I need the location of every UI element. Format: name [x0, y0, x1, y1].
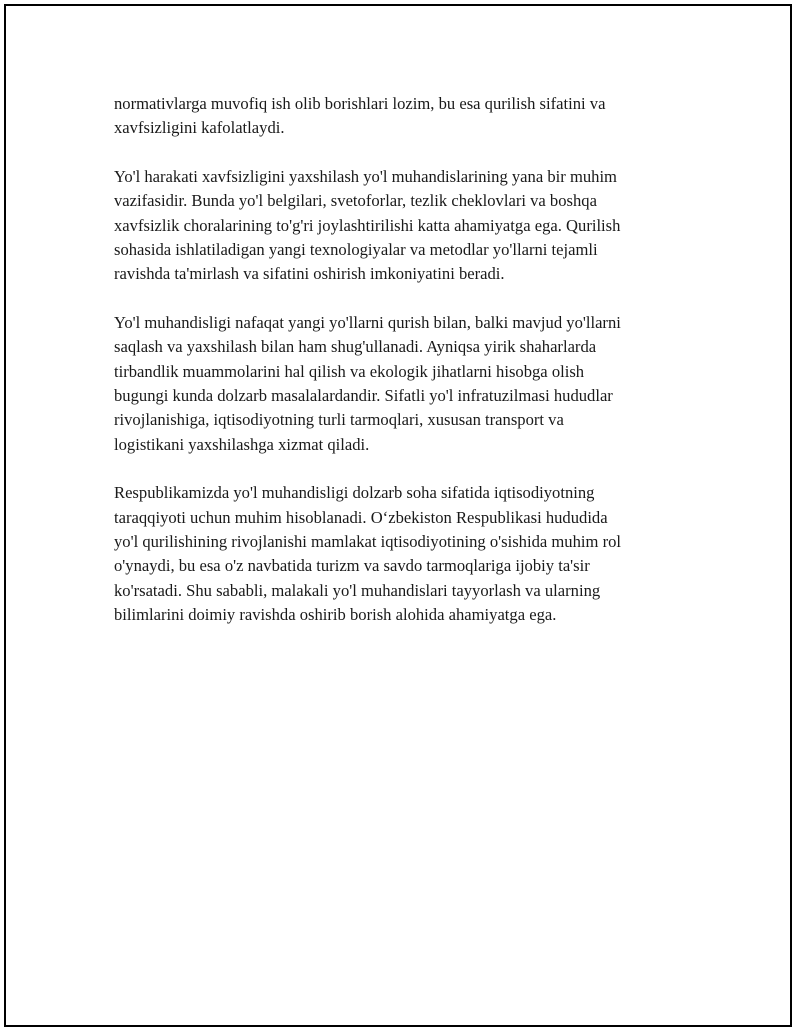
paragraph-2: Yo'l harakati xavfsizligini yaxshilash yo'l muhandislarining yana bir muhim vazifasidir. Bunda yo'l belgilari, svetoforlar, tezlik cheklovlari va boshqa xavfsizlik choralarining to'g'ri joylashtirilishi katta ahamiyatga ega. Qurilish sohasida ishlatiladigan yangi texnologiyalar va metodlar yo'llarni tejamli ravishda ta'mirlash va sifatini oshirish imkoniyatini beradi.: [114, 167, 621, 284]
paragraph-3: Yo'l muhandisligi nafaqat yangi yo'llarni qurish bilan, balki mavjud yo'llarni saqlash va yaxshilash bilan ham shug'ullanadi. Ayniqsa yirik shaharlarda tirbandlik muammolarini hal qilish va ekologik jihatlarni hisobga olish bugungi kunda dolzarb masalalardandir. Sifatli yo'l infratuzilmasi hududlar rivojlanishiga, iqtisodiyotning turli tarmoqlari, xususan transport va logistikani yaxshilashga xizmat qiladi.: [114, 313, 621, 454]
paragraph-1: normativlarga muvofiq ish olib borishlari lozim, bu esa qurilish sifatini va xavfsizligini kafolatlaydi.: [114, 94, 606, 138]
paragraph-4: Respublikamizda yo'l muhandisligi dolzarb soha sifatida iqtisodiyotning taraqqiyoti uchun muhim hisoblanadi. O‘zbekiston Respublikasi hududida yo'l qurilishining rivojlanishi mamlakat iqtisodiyotining o'sishida muhim rol o'ynaydi, bu esa o'z navbatida turizm va savdo tarmoqlariga ijobiy ta'sir ko'rsatadi. Shu sababli, malakali yo'l muhandislari tayyorlash va ularning bilimlarini doimiy ravishda oshirib borish alohida ahamiyatga ega.: [114, 483, 622, 624]
document-body: [114, 92, 694, 652]
